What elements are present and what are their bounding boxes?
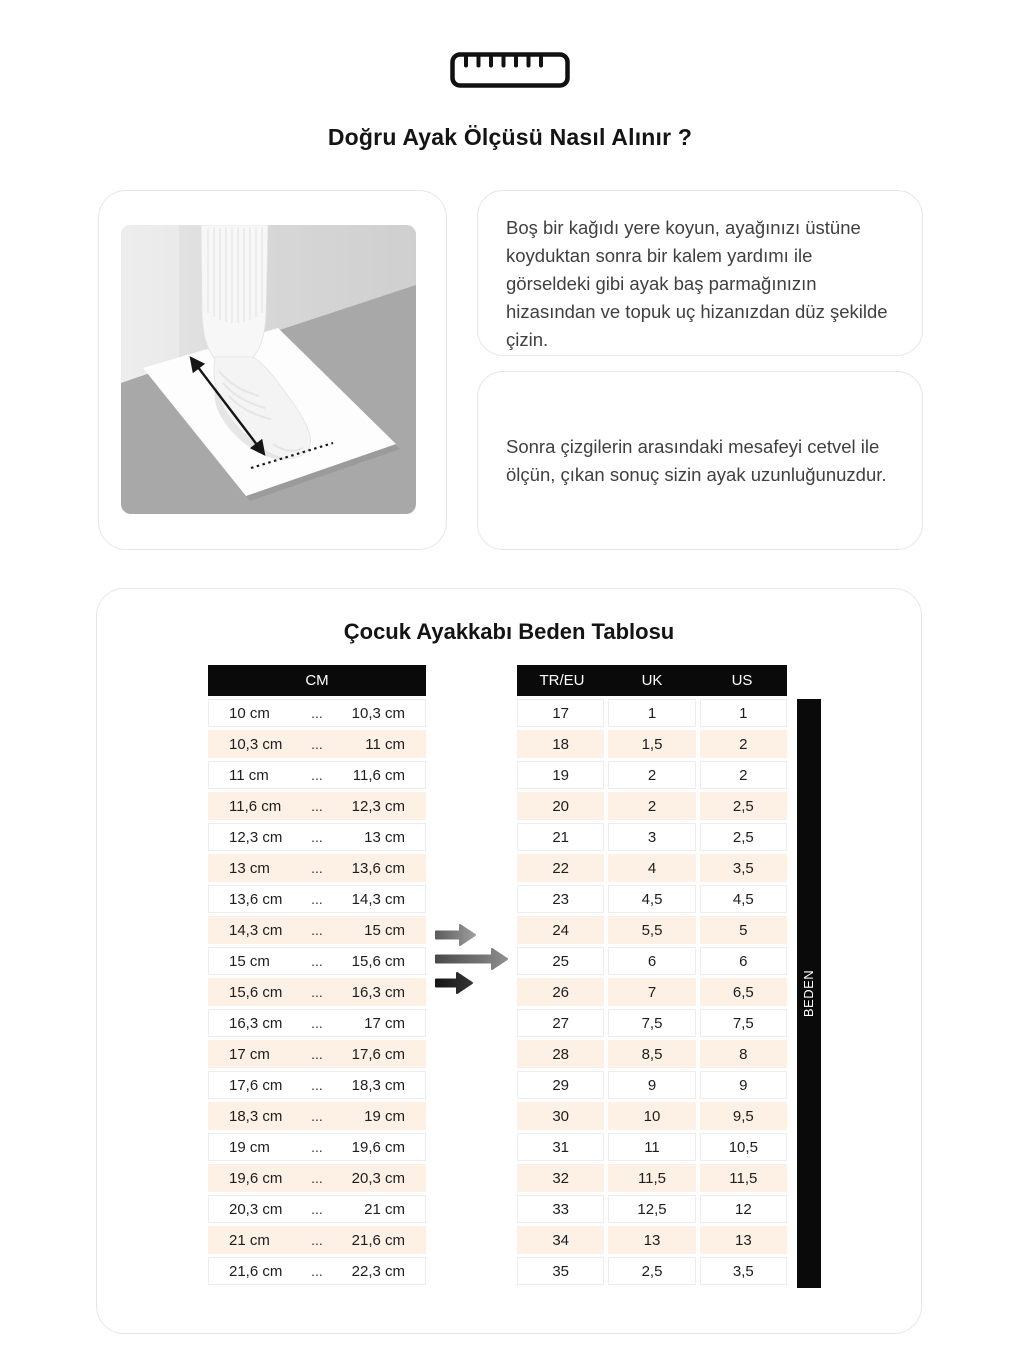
size-cell-us: 1 bbox=[700, 699, 787, 727]
cm-table-row bbox=[208, 823, 426, 851]
size-table-row bbox=[517, 792, 787, 820]
cm-range-start: 18,3 cm bbox=[229, 1107, 283, 1125]
cm-range-end: 17,6 cm bbox=[351, 1045, 405, 1063]
size-cell-treu: 25 bbox=[517, 947, 604, 975]
size-cell-treu: 29 bbox=[517, 1071, 604, 1099]
instruction-card-2 bbox=[477, 371, 923, 550]
size-table-row bbox=[517, 730, 787, 758]
size-cell-treu: 18 bbox=[517, 730, 604, 758]
cm-table-row bbox=[208, 1257, 426, 1285]
cm-range-start: 16,3 cm bbox=[229, 1014, 283, 1032]
cm-range-end: 19 cm bbox=[364, 1107, 405, 1125]
arrows-right-icon bbox=[435, 919, 515, 999]
size-column-header: UK bbox=[641, 672, 663, 689]
cm-range-start: 17 cm bbox=[229, 1045, 270, 1063]
size-cell-uk: 2,5 bbox=[608, 1257, 695, 1285]
cm-range-separator: ... bbox=[311, 1015, 323, 1031]
cm-range-separator: ... bbox=[311, 1139, 323, 1155]
beden-label-text: BEDEN bbox=[801, 969, 817, 1018]
size-table-rows bbox=[517, 699, 787, 1285]
size-table-row bbox=[517, 1226, 787, 1254]
size-table-row bbox=[517, 1102, 787, 1130]
size-table-row bbox=[517, 885, 787, 913]
cm-range-start: 20,3 cm bbox=[229, 1200, 283, 1218]
size-cell-us: 3,5 bbox=[700, 1257, 787, 1285]
size-cell-uk: 11 bbox=[608, 1133, 695, 1161]
cm-range-end: 16,3 cm bbox=[351, 983, 405, 1001]
cm-table-row bbox=[208, 854, 426, 882]
cm-range-end: 21 cm bbox=[364, 1200, 405, 1218]
page-title: Doğru Ayak Ölçüsü Nasıl Alınır ? bbox=[327, 124, 693, 150]
size-cell-uk: 4 bbox=[608, 854, 695, 882]
size-table-row bbox=[517, 1040, 787, 1068]
size-cell-treu: 22 bbox=[517, 854, 604, 882]
cm-range-start: 11 cm bbox=[229, 766, 269, 784]
cm-range-start: 10,3 cm bbox=[229, 735, 283, 753]
size-cell-us: 2 bbox=[700, 761, 787, 789]
photo-wall-corner bbox=[121, 225, 179, 383]
cm-table-row bbox=[208, 947, 426, 975]
cm-range-end: 19,6 cm bbox=[351, 1138, 405, 1156]
cm-range-start: 19 cm bbox=[229, 1138, 270, 1156]
size-cell-us: 2,5 bbox=[700, 792, 787, 820]
size-table-row bbox=[517, 978, 787, 1006]
size-cell-uk: 8,5 bbox=[608, 1040, 695, 1068]
size-cell-treu: 20 bbox=[517, 792, 604, 820]
size-cell-treu: 19 bbox=[517, 761, 604, 789]
cm-range-end: 13 cm bbox=[364, 828, 405, 846]
cm-range-end: 11 cm bbox=[365, 735, 405, 753]
size-column-header: US bbox=[731, 672, 753, 689]
cm-range-separator: ... bbox=[311, 1201, 323, 1217]
size-cell-us: 9,5 bbox=[700, 1102, 787, 1130]
cm-range-separator: ... bbox=[311, 1077, 323, 1093]
size-cell-us: 11,5 bbox=[700, 1164, 787, 1192]
cm-range-separator: ... bbox=[311, 705, 323, 721]
measurement-photo-card bbox=[98, 190, 447, 550]
how-to-measure-section bbox=[98, 190, 923, 550]
cm-table-header: CM bbox=[208, 665, 426, 696]
size-cell-us: 13 bbox=[700, 1226, 787, 1254]
cm-range-end: 15,6 cm bbox=[351, 952, 405, 970]
cm-table-row bbox=[208, 792, 426, 820]
size-cell-uk: 7 bbox=[608, 978, 695, 1006]
size-table-row bbox=[517, 699, 787, 727]
size-cell-us: 9 bbox=[700, 1071, 787, 1099]
cm-table-row bbox=[208, 1009, 426, 1037]
size-cell-treu: 28 bbox=[517, 1040, 604, 1068]
beden-side-label bbox=[797, 699, 821, 1288]
size-cell-uk: 2 bbox=[608, 792, 695, 820]
transfer-arrows-wrap bbox=[435, 919, 515, 1004]
size-cell-treu: 35 bbox=[517, 1257, 604, 1285]
size-cell-uk: 7,5 bbox=[608, 1009, 695, 1037]
cm-range-end: 10,3 cm bbox=[351, 704, 405, 722]
size-cell-uk: 5,5 bbox=[608, 916, 695, 944]
size-cell-treu: 23 bbox=[517, 885, 604, 913]
instruction-step-2: Sonra çizgilerin arasındaki mesafeyi cetvel ile ölçün, çıkan sonuç sizin ayak uzunluğunuzdur. bbox=[506, 435, 887, 485]
size-table-row bbox=[517, 823, 787, 851]
size-cell-uk: 12,5 bbox=[608, 1195, 695, 1223]
cm-range-separator: ... bbox=[311, 922, 323, 938]
cm-range-end: 18,3 cm bbox=[351, 1076, 405, 1094]
cm-range-start: 13 cm bbox=[229, 859, 270, 877]
cm-range-separator: ... bbox=[311, 891, 323, 907]
size-cell-uk: 3 bbox=[608, 823, 695, 851]
cm-range-start: 21 cm bbox=[229, 1231, 270, 1249]
size-table bbox=[517, 665, 787, 1288]
cm-table-rows bbox=[208, 699, 426, 1285]
size-cell-us: 3,5 bbox=[700, 854, 787, 882]
cm-range-end: 11,6 cm bbox=[352, 766, 405, 784]
size-cell-treu: 21 bbox=[517, 823, 604, 851]
cm-range-separator: ... bbox=[311, 984, 323, 1000]
foot-measurement-photo bbox=[121, 225, 416, 514]
size-cell-us: 2,5 bbox=[700, 823, 787, 851]
size-cell-treu: 33 bbox=[517, 1195, 604, 1223]
cm-range-start: 14,3 cm bbox=[229, 921, 283, 939]
instruction-card-1 bbox=[477, 190, 923, 356]
size-cell-treu: 34 bbox=[517, 1226, 604, 1254]
cm-table-row bbox=[208, 761, 426, 789]
size-cell-us: 6,5 bbox=[700, 978, 787, 1006]
cm-range-separator: ... bbox=[311, 736, 323, 752]
cm-range-separator: ... bbox=[311, 1170, 323, 1186]
size-cell-us: 10,5 bbox=[700, 1133, 787, 1161]
cm-table-row bbox=[208, 1040, 426, 1068]
size-cell-treu: 31 bbox=[517, 1133, 604, 1161]
size-cell-us: 8 bbox=[700, 1040, 787, 1068]
foot-on-paper-illustration bbox=[121, 225, 416, 514]
cm-range-end: 13,6 cm bbox=[351, 859, 405, 877]
cm-range-separator: ... bbox=[311, 829, 323, 845]
size-cell-uk: 10 bbox=[608, 1102, 695, 1130]
size-table-row bbox=[517, 761, 787, 789]
cm-range-separator: ... bbox=[311, 1232, 323, 1248]
size-table-row bbox=[517, 1164, 787, 1192]
size-table-row bbox=[517, 1195, 787, 1223]
ruler-icon bbox=[450, 52, 570, 88]
size-cell-treu: 30 bbox=[517, 1102, 604, 1130]
cm-table-row bbox=[208, 1164, 426, 1192]
size-table-row bbox=[517, 1071, 787, 1099]
cm-table-row bbox=[208, 1195, 426, 1223]
size-cell-us: 2 bbox=[700, 730, 787, 758]
size-cell-uk: 13 bbox=[608, 1226, 695, 1254]
cm-range-separator: ... bbox=[311, 1108, 323, 1124]
cm-range-separator: ... bbox=[311, 953, 323, 969]
cm-range-start: 19,6 cm bbox=[229, 1169, 283, 1187]
cm-table-row bbox=[208, 1071, 426, 1099]
size-cell-uk: 1,5 bbox=[608, 730, 695, 758]
size-cell-treu: 26 bbox=[517, 978, 604, 1006]
size-cell-uk: 9 bbox=[608, 1071, 695, 1099]
cm-table-row bbox=[208, 916, 426, 944]
size-table-row bbox=[517, 1133, 787, 1161]
cm-range-separator: ... bbox=[311, 767, 323, 783]
size-cell-us: 4,5 bbox=[700, 885, 787, 913]
size-table-row bbox=[517, 916, 787, 944]
cm-range-separator: ... bbox=[311, 860, 323, 876]
cm-table-row bbox=[208, 699, 426, 727]
cm-table-row bbox=[208, 730, 426, 758]
size-cell-us: 7,5 bbox=[700, 1009, 787, 1037]
size-cell-uk: 1 bbox=[608, 699, 695, 727]
size-cell-treu: 24 bbox=[517, 916, 604, 944]
size-cell-us: 12 bbox=[700, 1195, 787, 1223]
cm-range-separator: ... bbox=[311, 1046, 323, 1062]
cm-range-end: 15 cm bbox=[364, 921, 405, 939]
instruction-step-1: Boş bir kağıdı yere koyun, ayağınızı üstüne koyduktan sonra bir kalem yardımı ile görseldeki gibi ayak baş parmağınızın hizasından ve topuk uç hizanızdan düz şekilde çizin. bbox=[506, 217, 888, 350]
cm-table-row bbox=[208, 978, 426, 1006]
cm-range-start: 17,6 cm bbox=[229, 1076, 283, 1094]
cm-range-end: 21,6 cm bbox=[351, 1231, 405, 1249]
cm-range-start: 13,6 cm bbox=[229, 890, 283, 908]
header-icon-wrap bbox=[0, 0, 1020, 88]
cm-range-start: 12,3 cm bbox=[229, 828, 283, 846]
cm-range-start: 21,6 cm bbox=[229, 1262, 283, 1280]
cm-table-row bbox=[208, 885, 426, 913]
instructions-column bbox=[477, 190, 923, 550]
size-cell-us: 5 bbox=[700, 916, 787, 944]
cm-table-row bbox=[208, 1102, 426, 1130]
sock-leg bbox=[201, 225, 268, 359]
cm-range-start: 10 cm bbox=[229, 704, 270, 722]
cm-range-end: 17 cm bbox=[364, 1014, 405, 1032]
size-table-row bbox=[517, 1257, 787, 1285]
cm-range-end: 22,3 cm bbox=[351, 1262, 405, 1280]
cm-range-separator: ... bbox=[311, 798, 323, 814]
size-table-row bbox=[517, 947, 787, 975]
size-cell-uk: 4,5 bbox=[608, 885, 695, 913]
size-table-card bbox=[96, 588, 922, 1334]
cm-range-end: 20,3 cm bbox=[351, 1169, 405, 1187]
cm-range-start: 11,6 cm bbox=[229, 797, 282, 815]
cm-range-start: 15 cm bbox=[229, 952, 270, 970]
size-table-row bbox=[517, 1009, 787, 1037]
cm-range-end: 12,3 cm bbox=[351, 797, 405, 815]
cm-range-end: 14,3 cm bbox=[351, 890, 405, 908]
size-cell-treu: 17 bbox=[517, 699, 604, 727]
cm-table-row bbox=[208, 1133, 426, 1161]
cm-range-start: 15,6 cm bbox=[229, 983, 283, 1001]
size-column-header: TR/EU bbox=[539, 672, 585, 689]
size-table-header bbox=[517, 665, 787, 696]
size-cell-uk: 11,5 bbox=[608, 1164, 695, 1192]
size-table-title: Çocuk Ayakkabı Beden Tablosu bbox=[343, 619, 675, 644]
size-cell-treu: 27 bbox=[517, 1009, 604, 1037]
size-cell-us: 6 bbox=[700, 947, 787, 975]
cm-table-row bbox=[208, 1226, 426, 1254]
size-cell-uk: 2 bbox=[608, 761, 695, 789]
cm-range-separator: ... bbox=[311, 1263, 323, 1279]
size-cell-treu: 32 bbox=[517, 1164, 604, 1192]
cm-table bbox=[208, 665, 426, 1288]
size-table-row bbox=[517, 854, 787, 882]
size-cell-uk: 6 bbox=[608, 947, 695, 975]
